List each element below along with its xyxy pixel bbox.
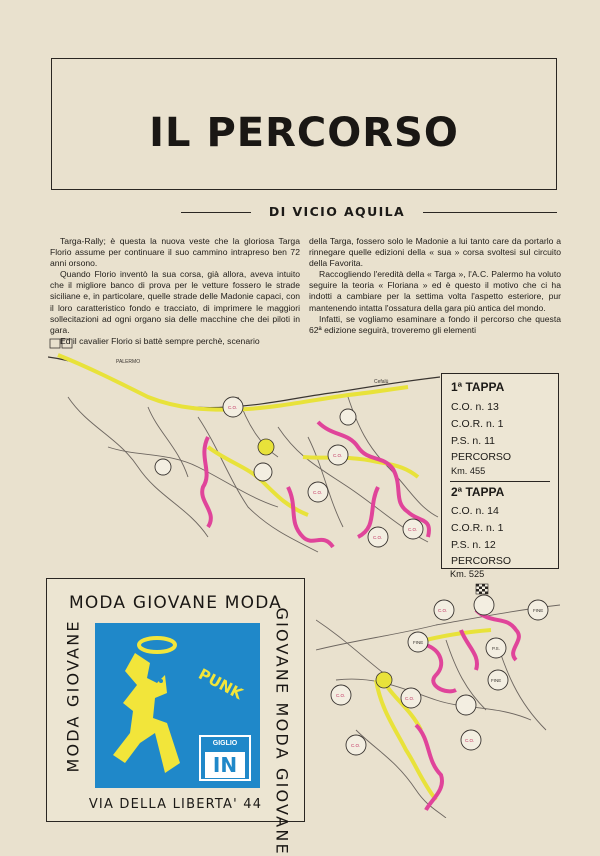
map-label-fine: FINE — [413, 640, 424, 645]
ad-right-text: GIOVANE MODA GIOVANE — [272, 607, 292, 856]
stage-1-percorso: PERCORSO — [451, 451, 512, 463]
stage-1-km: Km. 455 — [451, 466, 486, 476]
route-map-stage-2 — [316, 580, 560, 818]
map-label-ps: P.S. — [492, 646, 500, 651]
map-label-cefalu: Cefalù — [374, 379, 389, 385]
map-label-fine: FINE — [533, 608, 544, 613]
byline-row — [51, 202, 557, 222]
map-label-co: C.O. — [336, 693, 346, 698]
paragraph: Infatti, se vogliamo esaminare a fondo il percorso che questa 62ª edizione seguirà, troveremo gli elementi — [309, 313, 561, 335]
logo-giglio-text: GIGLIO — [212, 740, 238, 747]
text-column-1 — [50, 236, 300, 347]
map-label-co: C.O. — [405, 696, 415, 701]
paragraph: Ed il cavalier Florio si battè sempre perchè, scenario — [60, 335, 260, 346]
stage-1-title: 1ª TAPPA — [451, 380, 505, 394]
article-title: IL PERCORSO — [149, 110, 459, 156]
ad-top-text: MODA GIOVANE MODA — [68, 593, 283, 613]
map-label-palermo: PALERMO — [116, 359, 141, 365]
map-label-co: C.O. — [465, 738, 475, 743]
route-map-stage-1 — [48, 337, 440, 569]
paragraph: della Targa, fossero solo le Madonie a lui tanto care da portarlo a rinnegare quelle edizioni della « sua » corsa svoltesi sul circuito della Favorita. — [309, 236, 561, 269]
stage-divider — [450, 481, 550, 482]
map-label-co: C.O. — [228, 405, 238, 410]
paragraph: Quando Florio inventò la sua corsa, già allora, aveva intuito che il migliore banco di prova per le vetture fossero le strade siciliane e, in particolare, quelle strade delle Madonie capaci, con il loro caratteristico fondo e tracciato, di imprimere le maggiori sollecitazioni ad ogni organo sia delle macchine che dei piloti in gara. — [50, 269, 300, 335]
stage-2-cor: C.O.R. n. 1 — [451, 522, 504, 534]
byline: DI VICIO AQUILA — [268, 204, 406, 219]
advertisement — [46, 578, 305, 856]
ad-left-text: MODA GIOVANE — [63, 619, 83, 773]
stage-1-cor: C.O.R. n. 1 — [451, 418, 504, 430]
stage-2-percorso: PERCORSO — [451, 555, 512, 567]
map-label-co: C.O. — [333, 453, 343, 458]
map-label-co: C.O. — [438, 608, 448, 613]
map-label-fine: FINE — [491, 678, 502, 683]
ad-blue-panel — [95, 623, 260, 788]
ad-address: VIA DELLA LIBERTA' 44 — [88, 797, 263, 812]
byline-rule-right — [423, 212, 557, 213]
stage-1-ps: P.S. n. 11 — [451, 435, 495, 447]
map-label-co: C.O. — [351, 743, 361, 748]
map-label-co: C.O. — [313, 490, 323, 495]
stage-1-co: C.O. n. 13 — [451, 401, 499, 413]
stage-2-co: C.O. n. 14 — [451, 505, 499, 517]
byline-rule-left — [181, 212, 251, 213]
map-label-co: C.O. — [373, 535, 383, 540]
paragraph: Targa-Rally; è questa la nuova veste che la gloriosa Targa Florio assume per continuare il suo cammino intrapreso ben 72 anni orsono. — [50, 236, 300, 269]
stage-2-title: 2ª TAPPA — [451, 485, 505, 499]
text-column-2 — [309, 236, 561, 336]
ad-punk-text: PUNK — [195, 664, 246, 704]
paragraph: Raccogliendo l'eredità della « Targa », l'A.C. Palermo ha voluto seguire la teoria « Floriana » ed è questo il motivo che ci ha indotti a cambiare per la settima volta l'aspetto esteriore, pur mantenendo intatta l'ossatura della gara più antica del mondo. — [309, 269, 561, 313]
stage-info-box — [441, 373, 559, 569]
giglio-in-logo — [199, 735, 251, 781]
logo-in-text: IN — [205, 752, 245, 778]
map-label-co: C.O. — [408, 527, 418, 532]
checkered-flag-icon — [476, 584, 488, 594]
stage-2-km: Km. 525 — [450, 569, 485, 579]
stage-2-ps: P.S. n. 12 — [451, 539, 496, 551]
title-frame — [51, 58, 557, 190]
